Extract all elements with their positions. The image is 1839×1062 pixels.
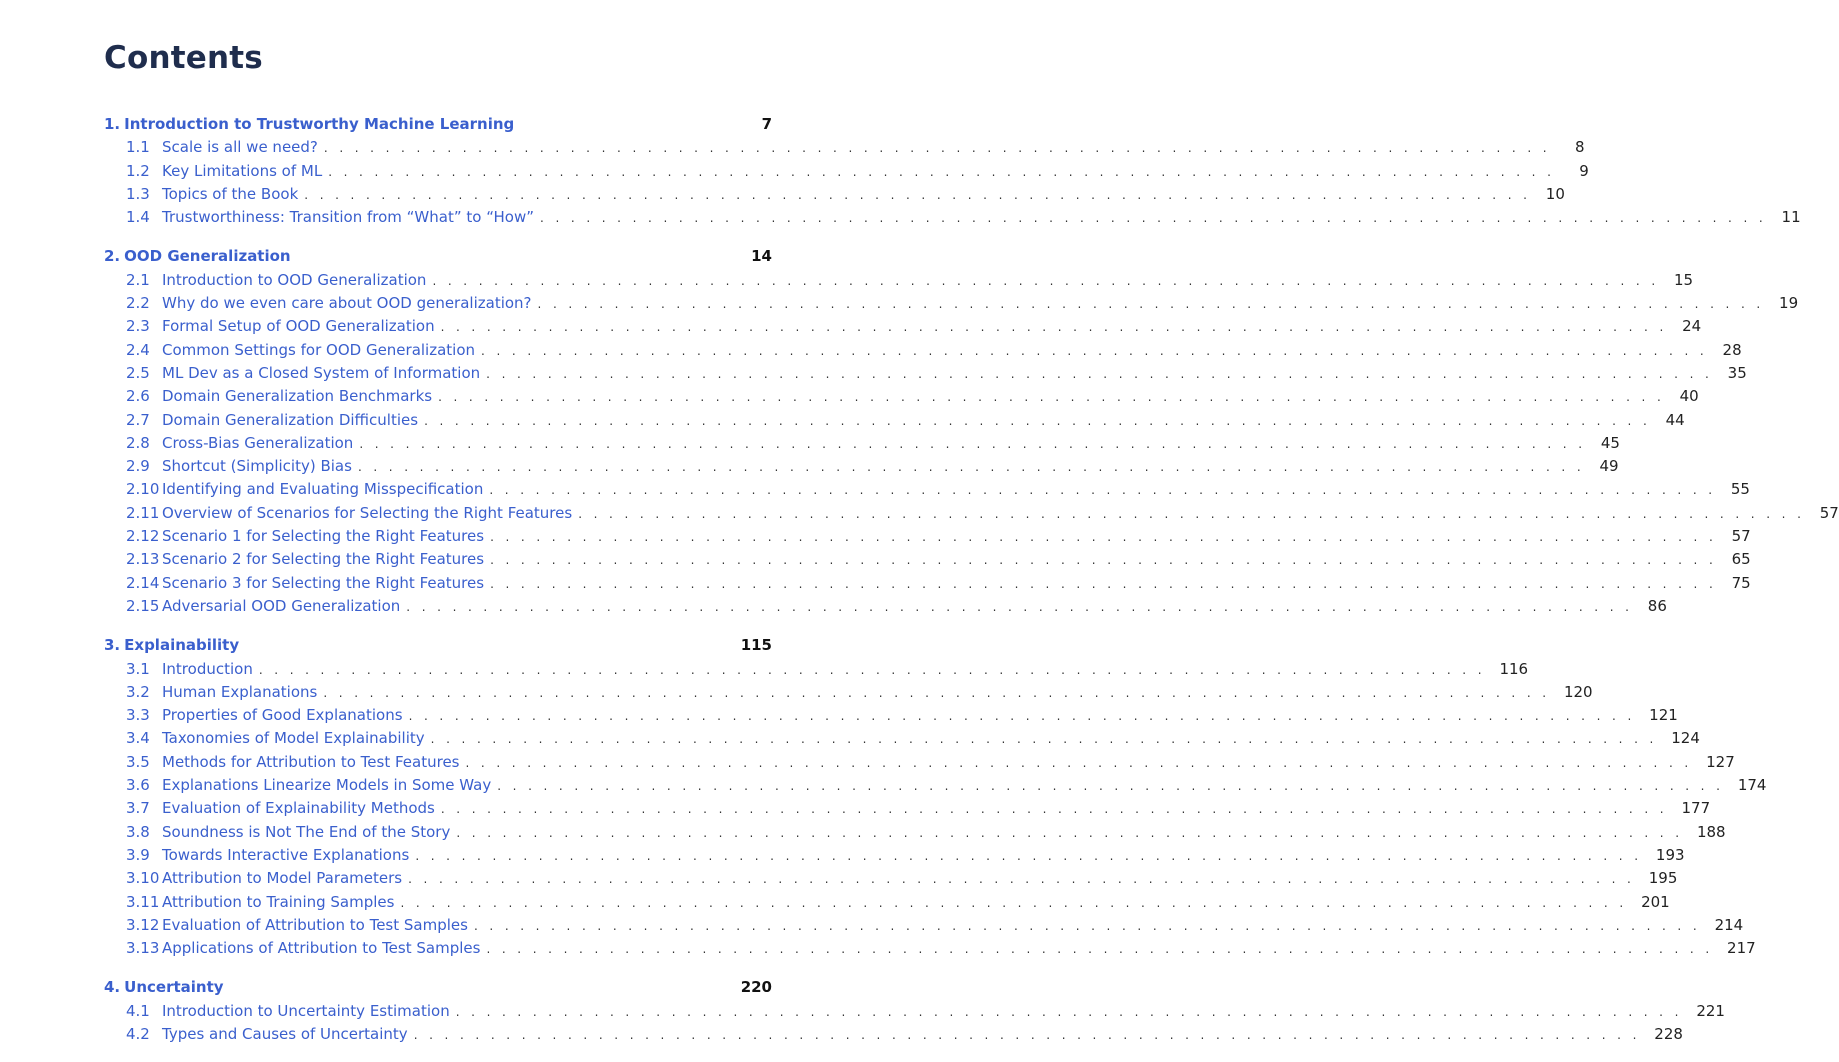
section-page-number: 40 xyxy=(1679,387,1699,406)
section-number: 2.10 xyxy=(126,480,160,499)
section-page-number: 24 xyxy=(1682,317,1702,336)
toc-chapter xyxy=(104,976,1725,1046)
section-number: 3.4 xyxy=(126,729,150,748)
chapter-title-link[interactable]: Introduction to Trustworthy Machine Learning xyxy=(124,115,515,133)
toc-section-entry[interactable] xyxy=(104,914,1744,937)
section-number: 2.13 xyxy=(126,550,160,569)
toc-section-entry[interactable] xyxy=(104,1000,1725,1023)
dot-leader: . . . . . . . . . . . . . . . . . . . . . . . . . . . . . . . . . . . . . . . . . . . . . . . . . . . . . . . . . . . . . . . . . . . . . . . . . . . . . . . . xyxy=(408,872,1635,887)
section-number: 2.12 xyxy=(126,527,160,546)
section-title-link[interactable]: Scale is all we need? xyxy=(162,138,318,157)
section-title-link[interactable]: Methods for Attribution to Test Features xyxy=(162,752,460,771)
dot-leader: . . . . . . . . . . . . . . . . . . . . . . . . . . . . . . . . . . . . . . . . . . . . . . . . . . . . . . . . . . . . . . . . . . . . . . . . . . . . . . . . xyxy=(486,366,1713,381)
section-page-number: 214 xyxy=(1714,915,1744,934)
section-page-number: 221 xyxy=(1696,1001,1725,1020)
chapter-page-number: 115 xyxy=(740,636,772,655)
section-page-number: 116 xyxy=(1499,659,1529,678)
toc-section-entry[interactable] xyxy=(104,595,1667,618)
section-page-number: 65 xyxy=(1731,550,1751,569)
section-page-number: 9 xyxy=(1579,161,1589,180)
section-title-link[interactable]: Shortcut (Simplicity) Bias xyxy=(162,457,352,476)
section-title-link[interactable]: Cross-Bias Generalization xyxy=(162,433,354,452)
section-title-link[interactable]: Trustworthiness: Transition from “What” to “How” xyxy=(162,208,535,227)
section-title-link[interactable]: Why do we even care about OOD generalization? xyxy=(162,294,532,313)
section-page-number: 120 xyxy=(1563,682,1593,701)
section-number: 2.5 xyxy=(126,363,150,382)
section-page-number: 10 xyxy=(1545,184,1565,203)
section-number: 2.4 xyxy=(126,340,150,359)
dot-leader: . . . . . . . . . . . . . . . . . . . . . . . . . . . . . . . . . . . . . . . . . . . . . . . . . . . . . . . . . . . . . . . . . . . . . . . . . . . . . . . . xyxy=(481,343,1708,358)
section-page-number: 44 xyxy=(1665,410,1685,429)
toc-section-entry[interactable] xyxy=(104,478,1750,501)
toc-section-entry[interactable] xyxy=(104,409,1685,432)
section-page-number: 49 xyxy=(1599,457,1619,476)
section-page-number: 55 xyxy=(1730,480,1750,499)
section-page-number: 28 xyxy=(1722,340,1742,359)
section-page-number: 75 xyxy=(1731,573,1751,592)
toc-section-entry[interactable] xyxy=(104,183,1565,206)
section-number: 2.9 xyxy=(126,457,150,476)
section-title-link[interactable]: Scenario 2 for Selecting the Right Features xyxy=(162,550,485,569)
toc-section-entry[interactable] xyxy=(104,891,1670,914)
section-number: 2.1 xyxy=(126,270,150,289)
section-title-link[interactable]: Attribution to Training Samples xyxy=(162,892,395,911)
toc-chapter-entry[interactable] xyxy=(104,634,772,657)
toc-section-entry[interactable] xyxy=(104,315,1702,338)
section-page-number: 195 xyxy=(1648,869,1678,888)
section-number: 3.6 xyxy=(126,776,150,795)
page-title: Contents xyxy=(104,40,263,76)
section-title-link[interactable]: Introduction xyxy=(162,659,253,678)
section-number: 3.2 xyxy=(126,682,150,701)
toc-chapter xyxy=(104,245,1839,618)
section-page-number: 201 xyxy=(1641,892,1670,911)
dot-leader: . . . . . . . . . . . . . . . . . . . . . . . . . . . . . . . . . . . . . . . . . . . . . . . . . . . . . . . . . . . . . . . . . . . . . . . . . . . . . . . . xyxy=(430,732,1658,747)
chapter-title-link[interactable]: OOD Generalization xyxy=(124,247,291,266)
toc-chapter-entry[interactable] xyxy=(104,113,772,136)
section-title-link[interactable]: Domain Generalization Difficulties xyxy=(162,410,419,429)
toc-section-entry[interactable] xyxy=(104,797,1711,820)
section-number: 3.11 xyxy=(126,892,160,911)
section-page-number: 8 xyxy=(1574,138,1585,157)
dot-leader: . . . . . . . . . . . . . . . . . . . . . . . . . . . . . . . . . . . . . . . . . . . . . . . . . . . . . . . . . . . . . . . . . . . . . . . . . . . . . . . . xyxy=(456,825,1683,840)
section-page-number: 11 xyxy=(1781,208,1801,227)
section-title-link[interactable]: Domain Generalization Benchmarks xyxy=(162,387,433,406)
dot-leader: . . . . . . . . . . . . . . . . . . . . . . . . . . . . . . . . . . . . . . . . . . . . . . . . . . . . . . . . . . . . . . . . . . . . . . . . . . . . . . . . xyxy=(438,390,1665,405)
toc-section-entry[interactable] xyxy=(104,160,1589,183)
dot-leader: . . . . . . . . . . . . . . . . . . . . . . . . . . . . . . . . . . . . . . . . . . . . . . . . . . . . . . . . . . . . . . . . . . . . . . . . . . . . . . . . xyxy=(413,1027,1641,1042)
section-title-link[interactable]: Overview of Scenarios for Selecting the Right Features xyxy=(162,503,573,522)
section-title-link[interactable]: Types and Causes of Uncertainty xyxy=(162,1024,408,1043)
section-number: 3.13 xyxy=(126,939,160,958)
toc-section-entry[interactable] xyxy=(104,727,1700,750)
section-number: 3.9 xyxy=(126,845,150,864)
dot-leader: . . . . . . . . . . . . . . . . . . . . . . . . . . . . . . . . . . . . . . . . . . . . . . . . . . . . . . . . . . . . . . . . . . . . . . . . . . . . . . . . xyxy=(490,530,1717,545)
section-number: 2.11 xyxy=(126,503,160,522)
dot-leader: . . . . . . . . . . . . . . . . . . . . . . . . . . . . . . . . . . . . . . . . . . . . . . . . . . . . . . . . . . . . . . . . . . . . . . . . . . . . . . . . xyxy=(490,576,1717,591)
section-title-link[interactable]: Explanations Linearize Models in Some Way xyxy=(162,776,492,795)
section-number: 3.3 xyxy=(126,706,150,725)
section-page-number: 174 xyxy=(1737,776,1767,795)
toc-section-entry[interactable] xyxy=(104,751,1735,774)
toc-chapter xyxy=(104,634,1767,960)
toc-section-entry[interactable] xyxy=(104,844,1685,867)
chapter-page-number: 7 xyxy=(761,115,772,133)
section-page-number: 193 xyxy=(1655,845,1685,864)
section-title-link[interactable]: Towards Interactive Explanations xyxy=(162,845,410,864)
dot-leader: . . . . . . . . . . . . . . . . . . . . . . . . . . . . . . . . . . . . . . . . . . . . . . . . . . . . . . . . . . . . . . . . . . . . . . . . . . . . . . . . xyxy=(440,320,1668,335)
dot-leader: . . . . . . . . . . . . . . . . . . . . . . . . . . . . . . . . . . . . . . . . . . . . . . . . . . . . . . . . . . . . . . . . . . . . . . . . . . . . . . . . xyxy=(455,1004,1683,1019)
toc-section-entry[interactable] xyxy=(104,658,1529,681)
dot-leader: . . . . . . . . . . . . . . . . . . . . . . . . . . . . . . . . . . . . . . . . . . . . . . . . . . . . . . . . . . . . . . . . . . . . . . . . . . . . . . . . xyxy=(486,942,1714,957)
section-number: 3.1 xyxy=(126,659,150,678)
toc-section-entry[interactable] xyxy=(104,339,1742,362)
dot-leader: . . . . . . . . . . . . . . . . . . . . . . . . . . . . . . . . . . . . . . . . . . . . . . . . . . . . . . . . . . . . . . . . . . . . . . . . . . . . . . . . xyxy=(578,506,1805,521)
toc-section-entry[interactable] xyxy=(104,292,1799,315)
toc-section-entry[interactable] xyxy=(104,774,1767,797)
dot-leader: . . . . . . . . . . . . . . . . . . . . . . . . . . . . . . . . . . . . . . . . . . . . . . . . . . . . . . . . . . . . . . . . . . . . . . . . . . . . . . . . xyxy=(323,141,1551,156)
section-number: 2.2 xyxy=(126,294,150,313)
toc-section-entry[interactable] xyxy=(104,502,1839,525)
section-number: 2.7 xyxy=(126,410,150,429)
section-page-number: 45 xyxy=(1600,433,1620,452)
section-title-link[interactable]: Adversarial OOD Generalization xyxy=(162,596,401,615)
section-number: 2.14 xyxy=(126,573,160,592)
section-page-number: 177 xyxy=(1681,799,1711,818)
dot-leader: . . . . . . . . . . . . . . . . . . . . . . . . . . . . . . . . . . . . . . . . . . . . . . . . . . . . . . . . . . . . . . . . . . . . . . . . . . . . . . . . xyxy=(432,273,1660,288)
section-number: 2.3 xyxy=(126,317,150,336)
toc-section-entry[interactable] xyxy=(104,1023,1683,1046)
section-title-link[interactable]: Human Explanations xyxy=(162,682,318,701)
section-number: 1.4 xyxy=(126,208,150,227)
dot-leader: . . . . . . . . . . . . . . . . . . . . . . . . . . . . . . . . . . . . . . . . . . . . . . . . . . . . . . . . . . . . . . . . . . . . . . . . . . . . . . . . xyxy=(465,755,1693,770)
section-number: 2.8 xyxy=(126,433,150,452)
toc-section-entry[interactable] xyxy=(104,572,1751,595)
toc-section-entry[interactable] xyxy=(104,136,1585,159)
section-number: 3.8 xyxy=(126,822,150,841)
section-number: 3.10 xyxy=(126,869,160,888)
dot-leader: . . . . . . . . . . . . . . . . . . . . . . . . . . . . . . . . . . . . . . . . . . . . . . . . . . . . . . . . . . . . . . . . . . . . . . . . . . . . . . . . xyxy=(489,483,1716,498)
dot-leader: . . . . . . . . . . . . . . . . . . . . . . . . . . . . . . . . . . . . . . . . . . . . . . . . . . . . . . . . . . . . . . . . . . . . . . . . . . . . . . . . xyxy=(537,297,1765,312)
dot-leader: . . . . . . . . . . . . . . . . . . . . . . . . . . . . . . . . . . . . . . . . . . . . . . . . . . . . . . . . . . . . . . . . . . . . . . . . . . . . . . . . xyxy=(424,413,1651,428)
dot-leader: . . . . . . . . . . . . . . . . . . . . . . . . . . . . . . . . . . . . . . . . . . . . . . . . . . . . . . . . . . . . . . . . . . . . . . . . . . . . . . . . xyxy=(540,211,1767,226)
section-page-number: 124 xyxy=(1671,729,1700,748)
section-title-link[interactable]: Introduction to Uncertainty Estimation xyxy=(162,1001,450,1020)
section-page-number: 57 xyxy=(1819,503,1839,522)
section-page-number: 15 xyxy=(1673,270,1694,289)
chapter-page-number: 220 xyxy=(740,978,772,997)
dot-leader: . . . . . . . . . . . . . . . . . . . . . . . . . . . . . . . . . . . . . . . . . . . . . . . . . . . . . . . . . . . . . . . . . . . . . . . . . . . . . . . . xyxy=(406,599,1633,614)
section-title-link[interactable]: Formal Setup of OOD Generalization xyxy=(162,317,435,336)
table-of-contents xyxy=(104,113,1839,1062)
section-title-link[interactable]: Evaluation of Explainability Methods xyxy=(162,799,435,818)
toc-section-entry[interactable] xyxy=(104,548,1751,571)
section-title-link[interactable]: Identifying and Evaluating Misspecification xyxy=(162,480,484,499)
toc-section-entry[interactable] xyxy=(104,681,1593,704)
dot-leader: . . . . . . . . . . . . . . . . . . . . . . . . . . . . . . . . . . . . . . . . . . . . . . . . . . . . . . . . . . . . . . . . . . . . . . . . . . . . . . . . xyxy=(490,553,1717,568)
dot-leader: . . . . . . . . . . . . . . . . . . . . . . . . . . . . . . . . . . . . . . . . . . . . . . . . . . . . . . . . . . . . . . . . . . . . . . . . . . . . . . . . xyxy=(258,662,1486,677)
toc-section-entry[interactable] xyxy=(104,937,1756,960)
toc-section-entry[interactable] xyxy=(104,385,1699,408)
chapter-number: 4. xyxy=(104,978,121,997)
section-title-link[interactable]: Key Limitations of ML xyxy=(162,161,323,180)
section-title-link[interactable]: Soundness is Not The End of the Story xyxy=(162,822,451,841)
dot-leader: . . . . . . . . . . . . . . . . . . . . . . . . . . . . . . . . . . . . . . . . . . . . . . . . . . . . . . . . . . . . . . . . . . . . . . . . . . . . . . . . xyxy=(497,779,1724,794)
toc-section-entry[interactable] xyxy=(104,867,1678,890)
section-title-link[interactable]: Attribution to Model Parameters xyxy=(162,869,403,888)
section-title-link[interactable]: Properties of Good Explanations xyxy=(162,706,403,725)
chapter-title-link[interactable]: Uncertainty xyxy=(124,978,224,997)
section-title-link[interactable]: Evaluation of Attribution to Test Samples xyxy=(162,915,468,934)
section-title-link[interactable]: Scenario 1 for Selecting the Right Features xyxy=(162,527,485,546)
section-title-link[interactable]: Topics of the Book xyxy=(162,184,299,203)
section-title-link[interactable]: Common Settings for OOD Generalization xyxy=(162,340,476,359)
section-title-link[interactable]: Introduction to OOD Generalization xyxy=(162,270,427,289)
toc-section-entry[interactable] xyxy=(104,525,1751,548)
toc-section-entry[interactable] xyxy=(104,455,1619,478)
section-page-number: 188 xyxy=(1696,822,1726,841)
toc-section-entry[interactable] xyxy=(104,821,1726,844)
dot-leader: . . . . . . . . . . . . . . . . . . . . . . . . . . . . . . . . . . . . . . . . . . . . . . . . . . . . . . . . . . . . . . . . . . . . . . . . . . . . . . . . xyxy=(440,802,1668,817)
section-number: 3.7 xyxy=(126,799,150,818)
toc-chapter-entry[interactable] xyxy=(104,245,772,268)
section-number: 1.2 xyxy=(126,161,150,180)
section-page-number: 228 xyxy=(1654,1024,1683,1043)
section-number: 1.3 xyxy=(126,184,150,203)
dot-leader: . . . . . . . . . . . . . . . . . . . . . . . . . . . . . . . . . . . . . . . . . . . . . . . . . . . . . . . . . . . . . . . . . . . . . . . . . . . . . . . . xyxy=(400,895,1628,910)
toc-section-entry[interactable] xyxy=(104,704,1678,727)
section-page-number: 57 xyxy=(1731,527,1751,546)
section-page-number: 19 xyxy=(1779,294,1799,313)
toc-chapter xyxy=(104,113,1801,229)
chapter-number: 1. xyxy=(104,115,121,133)
dot-leader: . . . . . . . . . . . . . . . . . . . . . . . . . . . . . . . . . . . . . . . . . . . . . . . . . . . . . . . . . . . . . . . . . . . . . . . . . . . . . . . . xyxy=(359,436,1586,451)
chapter-number: 3. xyxy=(104,636,121,655)
dot-leader: . . . . . . . . . . . . . . . . . . . . . . . . . . . . . . . . . . . . . . . . . . . . . . . . . . . . . . . . . . . . . . . . . . . . . . . . . . . . . . . . xyxy=(473,918,1701,933)
toc-section-entry[interactable] xyxy=(104,362,1747,385)
toc-section-entry[interactable] xyxy=(104,206,1801,229)
toc-section-entry[interactable] xyxy=(104,432,1620,455)
section-number: 3.5 xyxy=(126,752,150,771)
section-title-link[interactable]: Taxonomies of Model Explainability xyxy=(162,729,425,748)
dot-leader: . . . . . . . . . . . . . . . . . . . . . . . . . . . . . . . . . . . . . . . . . . . . . . . . . . . . . . . . . . . . . . . . . . . . . . . . . . . . . . . . xyxy=(408,709,1636,724)
section-number: 4.2 xyxy=(126,1024,150,1043)
section-page-number: 86 xyxy=(1647,596,1667,615)
section-page-number: 127 xyxy=(1706,752,1735,771)
section-page-number: 121 xyxy=(1649,706,1678,725)
section-number: 2.6 xyxy=(126,387,150,406)
chapter-number: 2. xyxy=(104,247,121,266)
section-title-link[interactable]: Scenario 3 for Selecting the Right Features xyxy=(162,573,485,592)
section-page-number: 217 xyxy=(1727,939,1756,958)
section-number: 2.15 xyxy=(126,596,160,615)
chapter-title-link[interactable]: Explainability xyxy=(124,636,240,655)
toc-section-entry[interactable] xyxy=(104,269,1694,292)
section-number: 4.1 xyxy=(126,1001,150,1020)
section-number: 1.1 xyxy=(126,138,150,157)
section-number: 3.12 xyxy=(126,915,160,934)
section-page-number: 35 xyxy=(1727,363,1747,382)
section-title-link[interactable]: ML Dev as a Closed System of Information xyxy=(162,363,481,382)
section-title-link[interactable]: Applications of Attribution to Test Samples xyxy=(162,939,481,958)
chapter-page-number: 14 xyxy=(751,247,772,266)
dot-leader: . . . . . . . . . . . . . . . . . . . . . . . . . . . . . . . . . . . . . . . . . . . . . . . . . . . . . . . . . . . . . . . . . . . . . . . . . . . . . . . . xyxy=(323,685,1550,700)
toc-chapter-entry[interactable] xyxy=(104,976,772,999)
dot-leader: . . . . . . . . . . . . . . . . . . . . . . . . . . . . . . . . . . . . . . . . . . . . . . . . . . . . . . . . . . . . . . . . . . . . . . . . . . . . . . . . xyxy=(328,164,1555,179)
dot-leader: . . . . . . . . . . . . . . . . . . . . . . . . . . . . . . . . . . . . . . . . . . . . . . . . . . . . . . . . . . . . . . . . . . . . . . . . . . . . . . . . xyxy=(304,187,1531,202)
dot-leader: . . . . . . . . . . . . . . . . . . . . . . . . . . . . . . . . . . . . . . . . . . . . . . . . . . . . . . . . . . . . . . . . . . . . . . . . . . . . . . . . xyxy=(415,848,1642,863)
dot-leader: . . . . . . . . . . . . . . . . . . . . . . . . . . . . . . . . . . . . . . . . . . . . . . . . . . . . . . . . . . . . . . . . . . . . . . . . . . . . . . . . xyxy=(357,460,1585,475)
